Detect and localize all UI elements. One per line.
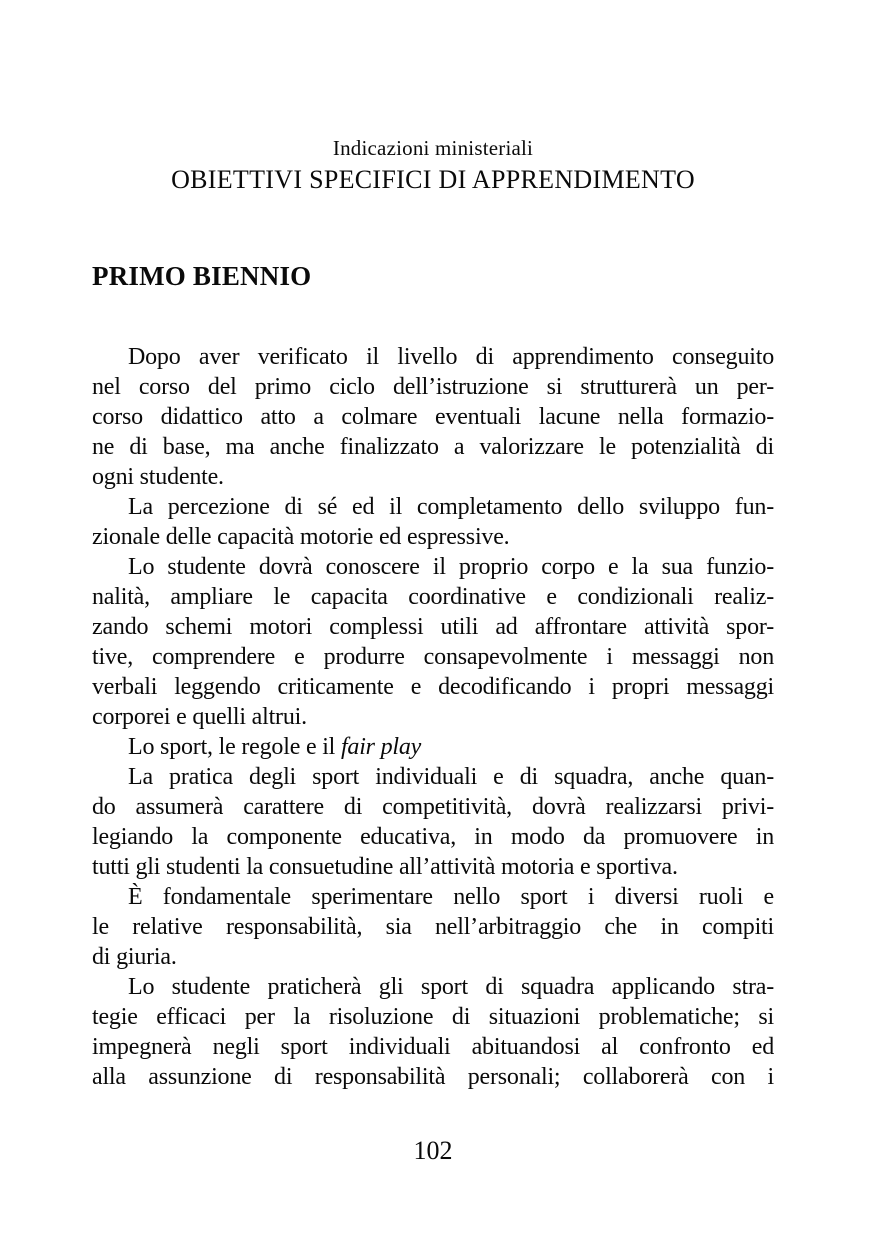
body-line: Lo studente dovrà conoscere il proprio corpo e la sua funzio- [128, 554, 774, 580]
body-line: di giuria. [92, 944, 177, 970]
paragraph [92, 552, 774, 732]
paragraph [92, 732, 774, 762]
body-line: ne di base, ma anche finalizzato a valorizzare le potenzialità di [92, 434, 774, 460]
section-heading: PRIMO BIENNIO [92, 261, 312, 291]
body-line: La pratica degli sport individuali e di squadra, anche quan- [128, 764, 774, 790]
paragraph [92, 342, 774, 492]
paragraph [92, 762, 774, 882]
page-header [92, 134, 774, 196]
body-line: Lo studente praticherà gli sport di squadra applicando stra- [128, 974, 774, 1000]
body-line: tegie efficaci per la risoluzione di situazioni problematiche; si [92, 1004, 774, 1030]
header-subtitle: Indicazioni ministeriali [332, 136, 534, 160]
body-line: zando schemi motori complessi utili ad affrontare attività spor- [92, 614, 774, 640]
body-line: Lo sport, le regole e il fair play [128, 734, 422, 760]
body-line: La percezione di sé ed il completamento dello sviluppo fun- [128, 494, 774, 520]
paragraph [92, 492, 774, 552]
body-line: zionale delle capacità motorie ed espressive. [92, 524, 510, 550]
body-text [92, 342, 774, 1092]
body-line: legiando la componente educativa, in modo da promuovere in [92, 824, 774, 850]
paragraph [92, 882, 774, 972]
body-line: nalità, ampliare le capacita coordinative e condizionali realiz- [92, 584, 774, 610]
body-line: corporei e quelli altrui. [92, 704, 307, 730]
body-line: impegnerà negli sport individuali abituandosi al confronto ed [92, 1034, 774, 1060]
body-line: verbali leggendo criticamente e decodificando i propri messaggi [92, 674, 774, 700]
body-line: do assumerà carattere di competitività, dovrà realizzarsi privi- [92, 794, 774, 820]
body-line: tive, comprendere e produrre consapevolmente i messaggi non [92, 644, 774, 670]
body-line: tutti gli studenti la consuetudine all’attività motoria e sportiva. [92, 854, 678, 880]
body-line: ogni studente. [92, 464, 224, 490]
body-line: corso didattico atto a colmare eventuali lacune nella formazio- [92, 404, 774, 430]
body-line: le relative responsabilità, sia nell’arbitraggio che in compiti [92, 914, 774, 940]
body-line: Dopo aver verificato il livello di apprendimento conseguito [128, 344, 774, 370]
page-number: 102 [413, 1136, 453, 1165]
body-line: alla assunzione di responsabilità personali; collaborerà con i [92, 1064, 774, 1090]
paragraph [92, 972, 774, 1092]
header-title: OBIETTIVI SPECIFICI DI APPRENDIMENTO [171, 165, 695, 194]
body-line: È fondamentale sperimentare nello sport i diversi ruoli e [128, 884, 774, 910]
body-line: nel corso del primo ciclo dell’istruzione si strutturerà un per- [92, 374, 774, 400]
